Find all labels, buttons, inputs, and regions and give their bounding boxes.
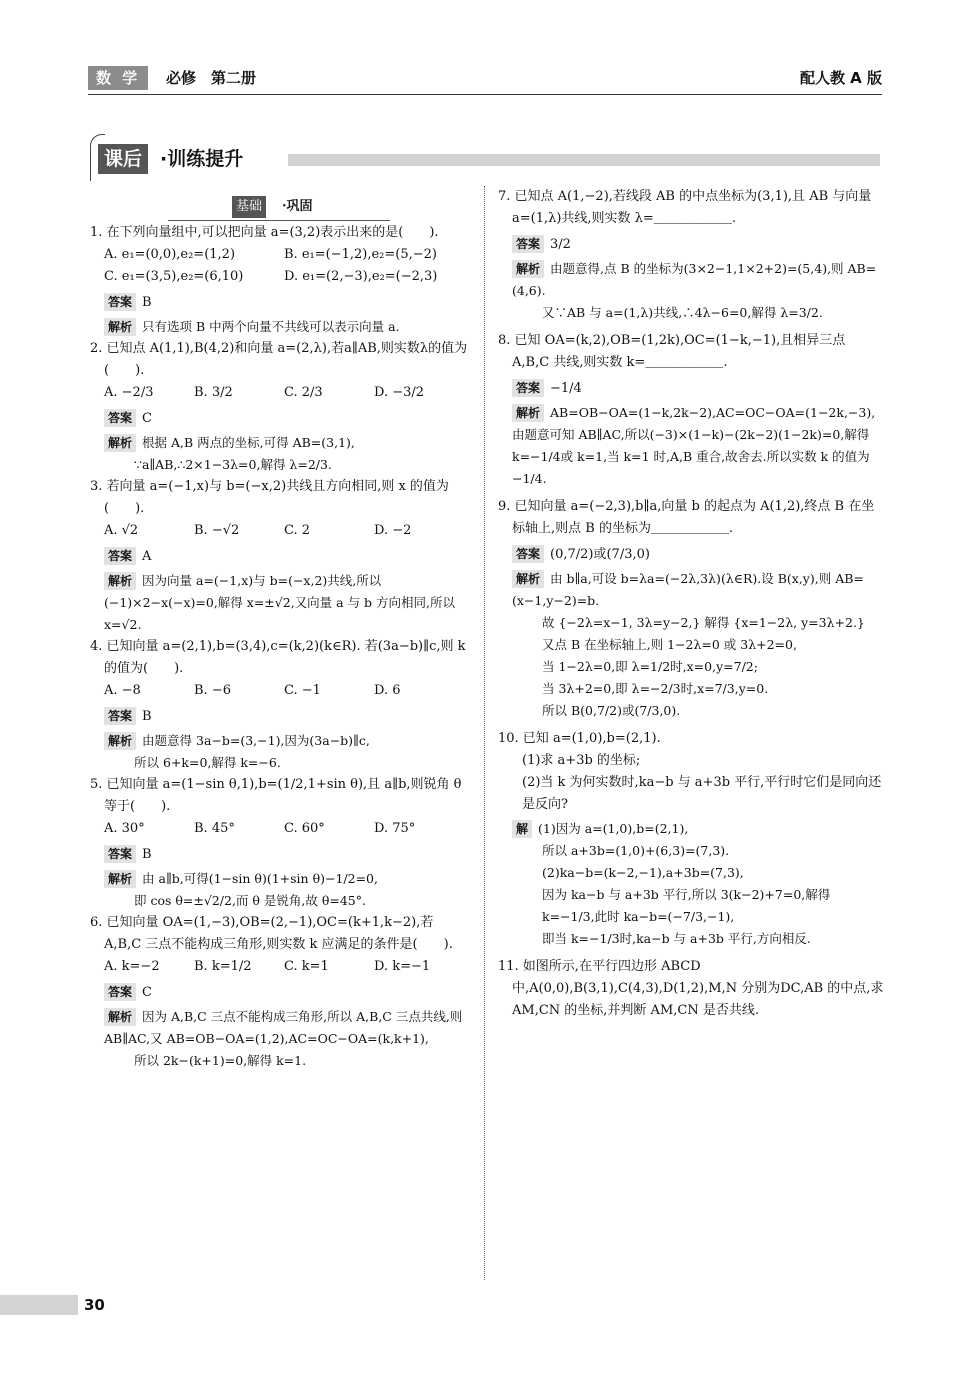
analysis-text: 当 3λ+2=0,即 λ=−2/3时,x=7/3,y=0.	[542, 681, 769, 696]
answer-label: 答案	[512, 545, 544, 563]
analysis-label: 解析	[512, 570, 544, 588]
option-d: D. −2	[374, 523, 412, 538]
analysis-text: 由题意得 3a−b=(3,−1),因为(3a−b)∥c,	[142, 733, 370, 748]
analysis-label: 解析	[512, 404, 544, 422]
question-5	[90, 774, 472, 912]
analysis-label: 解析	[104, 1008, 136, 1026]
question-text: 1. 在下列向量组中,可以把向量 a=(3,2)表示出来的是( ).	[90, 225, 439, 240]
question-text: 3. 若向量 a=(−1,x)与 b=(−x,2)共线且方向相同,则 x 的值为( ).	[90, 479, 449, 516]
analysis-text: AB=OB−OA=(1−k,2k−2),AC=OC−OA=(1−2k,−3),由题意可知 AB∥AC,所以(−3)×(1−k)−(2k−2)(1−2k)=0,解得 k=−1/4或 k=1,当 k=1 时,A,B 重合,故舍去.所以实数 k 的值为−1/4.	[512, 405, 876, 486]
analysis-text: ∵a∥AB,∴2×1−3λ=0,解得 λ=2/3.	[134, 457, 332, 472]
question-part: (1)求 a+3b 的坐标;	[522, 753, 641, 768]
solution-text: (2)ka−b=(k−2,−1),a+3b=(7,3),	[542, 865, 744, 880]
answer-value: B	[142, 295, 152, 310]
footer-bar	[0, 1295, 78, 1315]
analysis-label: 解析	[104, 572, 136, 590]
question-6	[90, 912, 472, 1072]
question-text: 4. 已知向量 a=(2,1),b=(3,4),c=(k,2)(k∈R). 若(3a−b)∥c,则 k 的值为( ).	[90, 639, 466, 676]
answer-label: 答案	[104, 845, 136, 863]
option-a: A. k=−2	[104, 959, 160, 974]
analysis-text: 所以 B(0,7/2)或(7/3,0).	[542, 703, 681, 718]
option-a: A. √2	[104, 523, 139, 538]
solution-text: 因为 ka−b 与 a+3b 平行,所以 3(k−2)+7=0,解得 k=−1/3,此时 ka−b=(−7/3,−1),	[542, 887, 831, 924]
question-3	[90, 476, 472, 636]
question-text: 5. 已知向量 a=(1−sin θ,1),b=(1/2,1+sin θ),且 a∥b,则锐角 θ 等于( ).	[90, 777, 462, 814]
option-d: D. 6	[374, 683, 401, 698]
subsection-heading	[90, 186, 472, 222]
analysis-text: 因为 A,B,C 三点不能构成三角形,所以 A,B,C 三点共线,则 AB∥AC,又 AB=OB−OA=(1,2),AC=OC−OA=(k,k+1),	[104, 1009, 463, 1046]
page-number: 30	[84, 1296, 105, 1314]
option-a: A. −8	[104, 683, 141, 698]
analysis-text: 由 b∥a,可设 b=λa=(−2λ,3λ)(λ∈R).设 B(x,y),则 AB=(x−1,y−2)=b.	[512, 571, 864, 608]
option-b: B. −6	[194, 683, 231, 698]
subsection-tag: 基础	[232, 196, 266, 218]
solution-text: 所以 a+3b=(1,0)+(6,3)=(7,3).	[542, 843, 730, 858]
option-d: D. −3/2	[374, 385, 425, 400]
question-text: 8. 已知 OA=(k,2),OB=(1,2k),OC=(1−k,−1),且相异三点 A,B,C 共线,则实数 k=＿＿＿＿＿＿.	[498, 333, 846, 370]
answer-value: 3/2	[550, 237, 571, 252]
option-d: D. k=−1	[374, 959, 431, 974]
analysis-text: 因为向量 a=(−1,x)与 b=(−x,2)共线,所以(−1)×2−x(−x)=0,解得 x=±√2,又向量 a 与 b 方向相同,所以 x=√2.	[104, 573, 455, 632]
answer-value: (0,7/2)或(7/3,0)	[550, 547, 650, 562]
question-text: 10. 已知 a=(1,0),b=(2,1).	[498, 731, 661, 746]
analysis-text: 所以 6+k=0,解得 k=−6.	[134, 755, 281, 770]
question-7	[498, 186, 886, 324]
section-bar	[288, 154, 880, 166]
question-1	[90, 222, 472, 338]
option-a: A. −2/3	[104, 385, 154, 400]
question-text: 2. 已知点 A(1,1),B(4,2)和向量 a=(2,λ),若a∥AB,则实数λ的值为( ).	[90, 341, 468, 378]
option-a: A. e₁=(0,0),e₂=(1,2)	[104, 247, 236, 262]
analysis-text: 由 a∥b,可得(1−sin θ)(1+sin θ)−1/2=0,	[142, 871, 378, 886]
option-b: B. k=1/2	[194, 959, 252, 974]
option-b: B. −√2	[194, 523, 240, 538]
options	[90, 382, 472, 404]
option-b: B. e₁=(−1,2),e₂=(5,−2)	[284, 247, 437, 262]
options	[90, 818, 472, 840]
option-c: C. −1	[284, 683, 321, 698]
options	[90, 520, 472, 542]
answer-value: B	[142, 847, 152, 862]
question-10	[498, 728, 886, 950]
question-text: 7. 已知点 A(1,−2),若线段 AB 的中点坐标为(3,1),且 AB 与向量 a=(1,λ)共线,则实数 λ=＿＿＿＿＿＿.	[498, 189, 872, 226]
analysis-text: 由题意得,点 B 的坐标为(3×2−1,1×2+2)=(5,4),则 AB=(4,6).	[512, 261, 877, 298]
page-header	[88, 64, 882, 95]
option-b: B. 45°	[194, 821, 235, 836]
section-tag: 课后	[98, 144, 148, 174]
analysis-text: 所以 2k−(k+1)=0,解得 k=1.	[134, 1053, 307, 1068]
analysis-text: 只有选项 B 中两个向量不共线可以表示向量 a.	[142, 319, 400, 334]
answer-label: 答案	[512, 235, 544, 253]
answer-value: A	[142, 549, 152, 564]
answer-label: 答案	[104, 409, 136, 427]
analysis-text: 又点 B 在坐标轴上,则 1−2λ=0 或 3λ+2=0,	[542, 637, 797, 652]
header-book: 必修 第二册	[166, 69, 257, 87]
answer-value: B	[142, 709, 152, 724]
answer-value: C	[142, 985, 152, 1000]
header-subject: 数 学	[88, 66, 148, 90]
analysis-text: 又∵AB 与 a=(1,λ)共线,∴4λ−6=0,解得 λ=3/2.	[542, 305, 823, 320]
option-d: D. 75°	[374, 821, 416, 836]
question-11	[498, 956, 886, 1022]
solution-text: (1)因为 a=(1,0),b=(2,1),	[538, 821, 689, 836]
option-c: C. 2/3	[284, 385, 323, 400]
analysis-label: 解析	[104, 870, 136, 888]
options	[90, 956, 472, 978]
analysis-label: 解析	[104, 318, 136, 336]
analysis-text: 根据 A,B 两点的坐标,可得 AB=(3,1),	[142, 435, 355, 450]
solution-label: 解	[512, 820, 532, 838]
analysis-text: 即 cos θ=±√2/2,而 θ 是锐角,故 θ=45°.	[134, 893, 366, 908]
right-column	[498, 186, 886, 1022]
section-banner	[90, 134, 882, 180]
question-9	[498, 496, 886, 722]
question-2	[90, 338, 472, 476]
section-title: ·训练提升	[160, 148, 244, 170]
answer-label: 答案	[104, 707, 136, 725]
subsection-title: ·巩固	[282, 199, 313, 214]
option-d: D. e₁=(2,−3),e₂=(−2,3)	[284, 269, 438, 284]
options	[90, 680, 472, 702]
answer-label: 答案	[104, 293, 136, 311]
answer-value: −1/4	[550, 381, 582, 396]
left-column	[90, 186, 472, 1072]
question-8	[498, 330, 886, 490]
answer-value: C	[142, 411, 152, 426]
option-c: C. 2	[284, 523, 311, 538]
analysis-text: 故 {−2λ=x−1, 3λ=y−2,} 解得 {x=1−2λ, y=3λ+2.}	[542, 615, 865, 630]
analysis-label: 解析	[512, 260, 544, 278]
column-divider	[484, 186, 485, 1280]
analysis-label: 解析	[104, 732, 136, 750]
question-part: (2)当 k 为何实数时,ka−b 与 a+3b 平行,平行时它们是同向还是反向?	[522, 775, 882, 812]
question-text: 11. 如图所示,在平行四边形 ABCD 中,A(0,0),B(3,1),C(4,3),D(1,2),M,N 分别为DC,AB 的中点,求 AM,CN 的坐标,并判断 AM,CN 是否共线.	[498, 959, 884, 1018]
answer-label: 答案	[104, 983, 136, 1001]
option-a: A. 30°	[104, 821, 145, 836]
header-edition: 配人教 A 版	[799, 69, 882, 87]
option-c: C. 60°	[284, 821, 325, 836]
analysis-text: 当 1−2λ=0,即 λ=1/2时,x=0,y=7/2;	[542, 659, 758, 674]
option-b: B. 3/2	[194, 385, 233, 400]
option-c: C. e₁=(3,5),e₂=(6,10)	[104, 269, 244, 284]
option-c: C. k=1	[284, 959, 329, 974]
options	[90, 244, 472, 288]
question-4	[90, 636, 472, 774]
analysis-label: 解析	[104, 434, 136, 452]
question-text: 9. 已知向量 a=(−2,3),b∥a,向量 b 的起点为 A(1,2),终点 B 在坐标轴上,则点 B 的坐标为＿＿＿＿＿＿.	[498, 499, 875, 536]
answer-label: 答案	[104, 547, 136, 565]
question-text: 6. 已知向量 OA=(1,−3),OB=(2,−1),OC=(k+1,k−2),若 A,B,C 三点不能构成三角形,则实数 k 应满足的条件是( ).	[90, 915, 453, 952]
solution-text: 即当 k=−1/3时,ka−b 与 a+3b 平行,方向相反.	[542, 931, 811, 946]
answer-label: 答案	[512, 379, 544, 397]
